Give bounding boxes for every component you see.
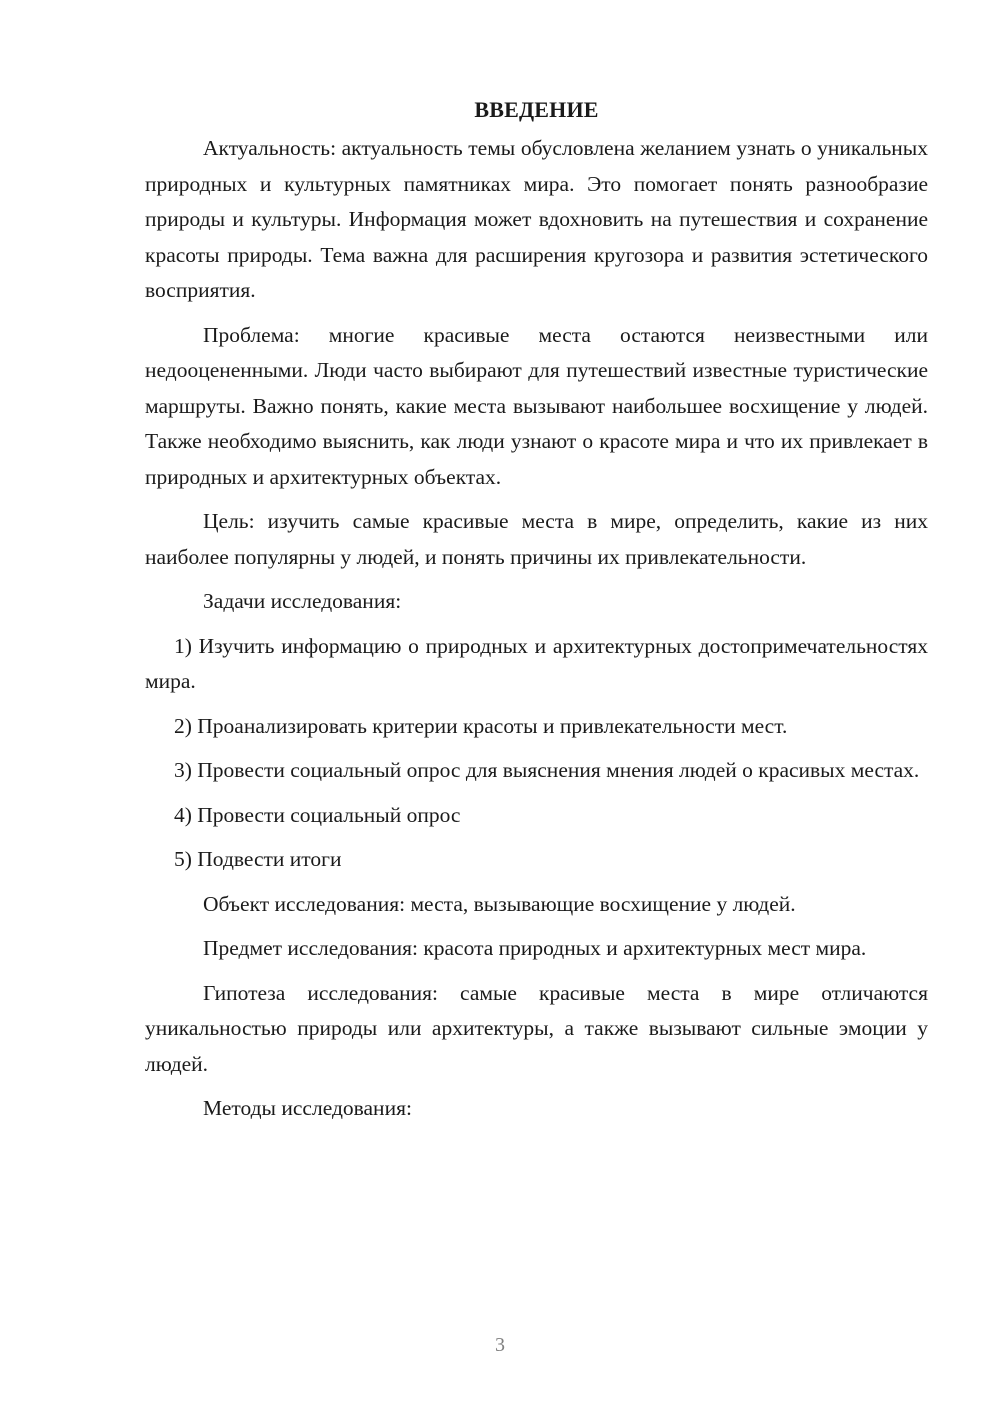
paragraph-hypothesis: Гипотеза исследования: самые красивые места в мире отличаются уникальностью природы или архитектуры, а также вызывают сильные эмоции у людей.: [145, 980, 928, 1076]
page-number: 3: [495, 1334, 505, 1356]
paragraph-subject: Предмет исследования: красота природных и архитектурных мест мира.: [203, 936, 867, 960]
paragraph-object: Объект исследования: места, вызывающие восхищение у людей.: [203, 891, 796, 916]
paragraph-tasks-heading: Задачи исследования:: [203, 589, 402, 613]
task-item-3: 3) Провести социальный опрос для выяснения мнения людей о красивых местах.: [174, 758, 920, 782]
paragraph-methods: Методы исследования:: [203, 1096, 412, 1120]
task-item-5: 5) Подвести итоги: [174, 847, 342, 871]
paragraph-problem: Проблема: многие красивые места остаются неизвестными или недооцененными. Люди часто выбирают для путешествий известные туристические маршруты. Важно понять, какие места вызывают наибольшее восхищение у людей. Также необходимо выяснить, как люди узнают о красоте мира и что их привлекает в природных и архитектурных объектах.: [145, 322, 928, 489]
task-item-1: 1) Изучить информацию о природных и архитектурных достопримечательностях мира.: [145, 633, 928, 693]
paragraph-goal: Цель: изучить самые красивые места в мире, определить, какие из них наиболее популярны у людей, и понять причины их привлекательности.: [145, 509, 928, 569]
page-title: ВВЕДЕНИЕ: [474, 97, 599, 122]
task-item-4: 4) Провести социальный опрос: [174, 802, 461, 827]
paragraph-relevance: Актуальность: актуальность темы обусловлена желанием узнать о уникальных природных и культурных памятниках мира. Это помогает понять разнообразие природы и культуры. Информация может вдохновить на путешествия и сохранение красоты природы. Тема важна для расширения кругозора и развития эстетического восприятия.: [145, 136, 928, 302]
document-page: [145, 92, 928, 1136]
task-item-2: 2) Проанализировать критерии красоты и привлекательности мест.: [174, 713, 788, 738]
